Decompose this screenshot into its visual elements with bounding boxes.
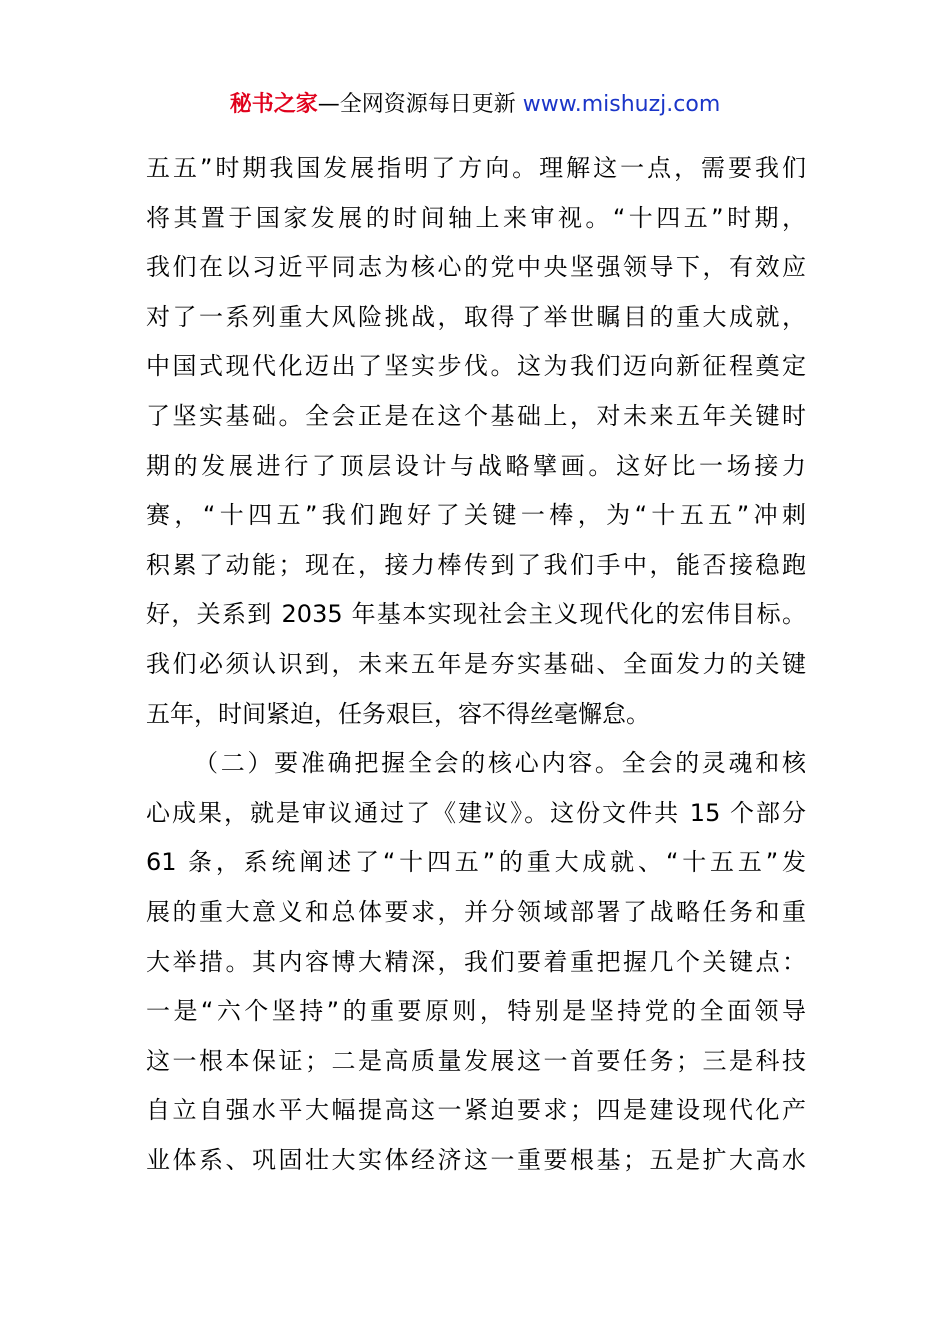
text-line: 中国式现代化迈出了坚实步伐。这为我们迈向新征程奠定 bbox=[146, 352, 806, 381]
text-line: 赛，“十四五”我们跑好了关键一棒，为“十五五”冲刺 bbox=[146, 501, 806, 530]
site-url[interactable]: www.mishuzj.com bbox=[522, 92, 721, 117]
text-line: 大举措。其内容博大精深，我们要着重把握几个关键点： bbox=[146, 947, 806, 976]
site-brand: 秘书之家 bbox=[229, 92, 318, 117]
text-line: 了坚实基础。全会正是在这个基础上，对未来五年关键时 bbox=[146, 401, 806, 430]
text-line: 业体系、巩固壮大实体经济这一重要根基；五是扩大高水 bbox=[146, 1145, 806, 1174]
text-line: 五五”时期我国发展指明了方向。理解这一点，需要我们 bbox=[146, 154, 806, 182]
text-line: 好，关系到 2035 年基本实现社会主义现代化的宏伟目标。 bbox=[146, 600, 806, 629]
text-line: 这一根本保证；二是高质量发展这一首要任务；三是科技 bbox=[146, 1046, 806, 1075]
text-line: 期的发展进行了顶层设计与战略擘画。这好比一场接力 bbox=[146, 451, 806, 480]
text-line: 自立自强水平大幅提高这一紧迫要求；四是建设现代化产 bbox=[146, 1096, 806, 1125]
text-line: 五年，时间紧迫，任务艰巨，容不得丝毫懈怠。 bbox=[146, 699, 650, 728]
section-heading-line: （二）要准确把握全会的核心内容。全会的灵魂和核 bbox=[194, 749, 806, 778]
text-line: 我们必须认识到，未来五年是夯实基础、全面发力的关键 bbox=[146, 649, 806, 678]
text-line: 对了一系列重大风险挑战，取得了举世瞩目的重大成就， bbox=[146, 302, 806, 331]
site-header bbox=[0, 86, 950, 124]
text-line: 展的重大意义和总体要求，并分领域部署了战略任务和重 bbox=[146, 897, 806, 926]
document-body bbox=[146, 144, 806, 1185]
text-line: 一是“六个坚持”的重要原则，特别是坚持党的全面领导 bbox=[146, 997, 806, 1026]
text-line: 积累了动能；现在，接力棒传到了我们手中，能否接稳跑 bbox=[146, 550, 806, 579]
text-line: 我们在以习近平同志为核心的党中央坚强领导下，有效应 bbox=[146, 253, 806, 282]
text-line: 心成果，就是审议通过了《建议》。这份文件共 15 个部分 bbox=[146, 798, 806, 827]
text-line: 将其置于国家发展的时间轴上来审视。“十四五”时期， bbox=[146, 203, 806, 232]
text-line: 61 条，系统阐述了“十四五”的重大成就、“十五五”发 bbox=[146, 848, 806, 877]
site-tagline: —全网资源每日更新 bbox=[317, 92, 523, 117]
